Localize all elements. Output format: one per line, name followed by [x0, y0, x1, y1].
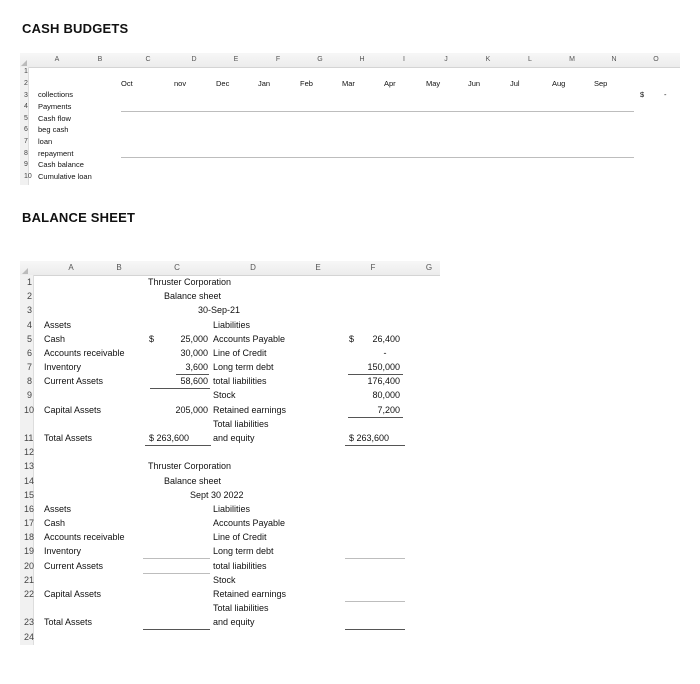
month-header[interactable]: nov — [174, 79, 187, 88]
bs2-liabilities-label[interactable]: Liabilities — [213, 504, 251, 514]
row-number-4[interactable]: 4 — [27, 320, 33, 330]
bs1-ap-label[interactable]: Accounts Payable — [213, 334, 286, 344]
column-header-n[interactable]: N — [611, 56, 617, 63]
bs2-date[interactable]: Sept 30 2022 — [190, 490, 244, 500]
bs1-cash-dollar[interactable]: $ — [149, 334, 155, 344]
row-number-5[interactable]: 5 — [24, 115, 28, 122]
row-number-7[interactable]: 7 — [24, 138, 28, 145]
row-number-20[interactable]: 20 — [24, 561, 35, 571]
bs1-total-liabilities-equity-label[interactable]: Total liabilities — [213, 419, 269, 429]
bs2-retained-earnings-label[interactable]: Retained earnings — [213, 589, 287, 599]
row-number-18[interactable]: 18 — [24, 532, 35, 542]
bs2-ap-label[interactable]: Accounts Payable — [213, 518, 286, 528]
column-header-j[interactable]: J — [444, 56, 448, 63]
bs2-total-assets-label[interactable]: Total Assets — [44, 617, 93, 627]
bs2-ltd-label[interactable]: Long term debt — [213, 546, 274, 556]
row-number-3[interactable]: 3 — [27, 305, 33, 315]
month-header[interactable]: Feb — [300, 79, 313, 88]
bs2-current-assets-underline — [143, 573, 210, 574]
select-all-corner[interactable] — [21, 60, 27, 66]
column-header-g[interactable]: G — [317, 56, 323, 63]
row-number-14[interactable]: 14 — [24, 476, 35, 486]
row-number-1[interactable]: 1 — [27, 277, 33, 287]
bs1-ltd-underline — [348, 374, 403, 375]
month-header[interactable]: Jul — [510, 79, 520, 88]
bs2-ltd-underline — [345, 558, 405, 559]
row-number-24[interactable]: 24 — [24, 632, 35, 642]
row-number-22[interactable]: 22 — [24, 589, 35, 599]
row-label-cash-balance[interactable]: Cash balance — [38, 160, 84, 169]
column-header-b[interactable]: B — [116, 263, 122, 272]
row-number-2[interactable]: 2 — [27, 291, 33, 301]
bs2-heading[interactable]: Balance sheet — [164, 476, 222, 486]
row-label-repayment[interactable]: repayment — [38, 149, 74, 158]
cash-budget-title: CASH BUDGETS — [22, 21, 129, 36]
column-header-a[interactable]: A — [68, 263, 74, 272]
bs1-stock-value[interactable]: 80,000 — [372, 390, 400, 400]
column-header-d[interactable]: D — [191, 56, 197, 63]
bs1-total-assets-label[interactable]: Total Assets — [44, 433, 93, 443]
bs2-current-assets-label[interactable]: Current Assets — [44, 561, 104, 571]
bs1-retained-earnings-label[interactable]: Retained earnings — [213, 405, 287, 415]
bs2-inventory-label[interactable]: Inventory — [44, 546, 82, 556]
bs1-capital-assets-label[interactable]: Capital Assets — [44, 405, 102, 415]
column-header-m[interactable]: M — [569, 56, 575, 63]
month-header[interactable]: Jan — [258, 79, 271, 88]
bs1-cash-label[interactable]: Cash — [44, 334, 66, 344]
row-number-6[interactable]: 6 — [24, 126, 28, 133]
row-number-8[interactable]: 8 — [27, 376, 33, 386]
bs2-cash-label[interactable]: Cash — [44, 518, 66, 528]
row-number-15[interactable]: 15 — [24, 490, 35, 500]
row-label-payments[interactable]: Payments — [38, 102, 72, 111]
bs1-retained-earnings-underline — [348, 417, 403, 418]
row-number-9[interactable]: 9 — [24, 161, 28, 168]
row-number-13[interactable]: 13 — [24, 461, 35, 471]
bs1-date[interactable]: 30-Sep-21 — [198, 305, 241, 315]
row-number-9[interactable]: 9 — [27, 390, 33, 400]
bs1-total-assets-underline — [145, 445, 211, 446]
bs1-capital-assets-value[interactable]: 205,000 — [175, 405, 208, 415]
row-label-cumulative-loan[interactable]: Cumulative loan — [38, 172, 92, 181]
bs1-liabilities-label[interactable]: Liabilities — [213, 320, 251, 330]
bs1-total-liabilities-value[interactable]: 176,400 — [367, 376, 400, 386]
bs1-loc-value[interactable]: - — [383, 348, 387, 358]
bs2-inventory-underline — [143, 558, 210, 559]
bs1-ar-value[interactable]: 30,000 — [180, 348, 208, 358]
column-header-f[interactable]: F — [370, 263, 376, 272]
bs1-inventory-underline — [176, 374, 209, 375]
currency-symbol[interactable]: $ — [640, 90, 645, 99]
row-label-cash-flow[interactable]: Cash flow — [38, 114, 71, 123]
bs1-ap-dollar[interactable]: $ — [349, 334, 355, 344]
column-header-f[interactable]: F — [275, 56, 281, 63]
bs1-inventory-value[interactable]: 3,600 — [185, 362, 208, 372]
row-number-3[interactable]: 3 — [24, 92, 28, 99]
bs1-total-liabilities-equity-value[interactable]: $ 263,600 — [349, 433, 390, 443]
bs1-inventory-label[interactable]: Inventory — [44, 362, 82, 372]
row-number-12[interactable]: 12 — [24, 447, 35, 457]
month-header[interactable]: Mar — [342, 79, 355, 88]
bs1-ar-label[interactable]: Accounts receivable — [44, 348, 125, 358]
balance-sheet-title: BALANCE SHEET — [22, 210, 136, 225]
month-header[interactable]: Dec — [216, 79, 230, 88]
bs2-assets-label[interactable]: Assets — [44, 504, 72, 514]
bs1-total-assets-value[interactable]: $ 263,600 — [149, 433, 190, 443]
cash-budget-column-header-bar — [20, 53, 680, 68]
row-number-21[interactable]: 21 — [24, 575, 35, 585]
bs2-total-liabilities-label[interactable]: total liabilities — [213, 561, 267, 571]
bs1-ap-value[interactable]: 26,400 — [372, 334, 400, 344]
month-header[interactable]: Oct — [121, 79, 133, 88]
bs2-loc-label[interactable]: Line of Credit — [213, 532, 267, 542]
row-number-17[interactable]: 17 — [24, 518, 35, 528]
row-number-11[interactable]: 11 — [24, 433, 34, 443]
bs1-ltd-label[interactable]: Long term debt — [213, 362, 274, 372]
bs1-stock-label[interactable]: Stock — [213, 390, 236, 400]
month-header[interactable]: Aug — [552, 79, 566, 88]
row-number-16[interactable]: 16 — [24, 504, 35, 514]
dash-value[interactable]: - — [664, 90, 667, 99]
column-header-d[interactable]: D — [250, 263, 256, 272]
row-label-collections[interactable]: collections — [38, 90, 74, 99]
bs2-capital-assets-label[interactable]: Capital Assets — [44, 589, 102, 599]
month-header[interactable]: Apr — [384, 79, 396, 88]
bs2-stock-label[interactable]: Stock — [213, 575, 236, 585]
bs2-company-name[interactable]: Thruster Corporation — [148, 461, 232, 471]
bs1-current-assets-label[interactable]: Current Assets — [44, 376, 104, 386]
bs1-and-equity-label[interactable]: and equity — [213, 433, 255, 443]
column-header-b[interactable]: B — [97, 56, 103, 63]
bs2-ar-label[interactable]: Accounts receivable — [44, 532, 125, 542]
bs1-cash-value[interactable]: 25,000 — [180, 334, 208, 344]
column-header-i[interactable]: I — [403, 56, 405, 63]
bs1-retained-earnings-value[interactable]: 7,200 — [377, 405, 400, 415]
row-label-beg-cash[interactable]: beg cash — [38, 125, 69, 134]
column-header-k[interactable]: K — [485, 56, 491, 63]
column-header-h[interactable]: H — [359, 56, 365, 63]
row-number-19[interactable]: 19 — [24, 546, 35, 556]
month-header[interactable]: Sep — [594, 79, 608, 88]
column-header-c[interactable]: C — [145, 56, 151, 63]
column-header-g[interactable]: G — [425, 263, 433, 272]
cash-budget-underline — [121, 111, 634, 112]
bs1-total-equity-underline — [345, 445, 405, 446]
column-header-e[interactable]: E — [315, 263, 321, 272]
cash-budget-underline — [121, 157, 634, 158]
row-number-4[interactable]: 4 — [24, 103, 28, 110]
select-all-corner[interactable] — [22, 268, 28, 274]
row-number-1[interactable]: 1 — [24, 68, 28, 75]
column-header-c[interactable]: C — [174, 263, 180, 272]
bs1-total-liabilities-label[interactable]: total liabilities — [213, 376, 267, 386]
bs2-total-assets-underline — [143, 629, 210, 630]
month-header[interactable]: Jun — [468, 79, 481, 88]
column-header-a[interactable]: A — [54, 56, 60, 63]
bs1-assets-label[interactable]: Assets — [44, 320, 72, 330]
row-number-6[interactable]: 6 — [27, 348, 33, 358]
row-label-loan[interactable]: loan — [38, 137, 53, 146]
bs2-total-equity-underline — [345, 629, 405, 630]
bs1-loc-label[interactable]: Line of Credit — [213, 348, 267, 358]
row-number-8[interactable]: 8 — [24, 150, 28, 157]
column-header-e[interactable]: E — [233, 56, 239, 63]
bs1-heading[interactable]: Balance sheet — [164, 291, 222, 301]
bs2-retained-earnings-underline — [345, 601, 405, 602]
bs2-and-equity-label[interactable]: and equity — [213, 617, 255, 627]
row-number-5[interactable]: 5 — [27, 334, 33, 344]
row-number-23[interactable]: 23 — [24, 617, 35, 627]
row-number-10[interactable]: 10 — [24, 405, 35, 415]
column-header-o[interactable]: O — [653, 56, 659, 63]
month-header[interactable]: May — [426, 79, 441, 88]
row-number-2[interactable]: 2 — [24, 80, 28, 87]
row-number-7[interactable]: 7 — [27, 362, 33, 372]
bs1-current-assets-value[interactable]: 58,600 — [180, 376, 208, 386]
row-number-10[interactable]: 10 — [24, 173, 32, 180]
bs1-company-name[interactable]: Thruster Corporation — [148, 277, 232, 287]
bs1-current-assets-underline — [150, 388, 210, 389]
bs1-ltd-value[interactable]: 150,000 — [367, 362, 400, 372]
bs2-total-liabilities-equity-label[interactable]: Total liabilities — [213, 603, 269, 613]
column-header-l[interactable]: L — [528, 56, 532, 63]
